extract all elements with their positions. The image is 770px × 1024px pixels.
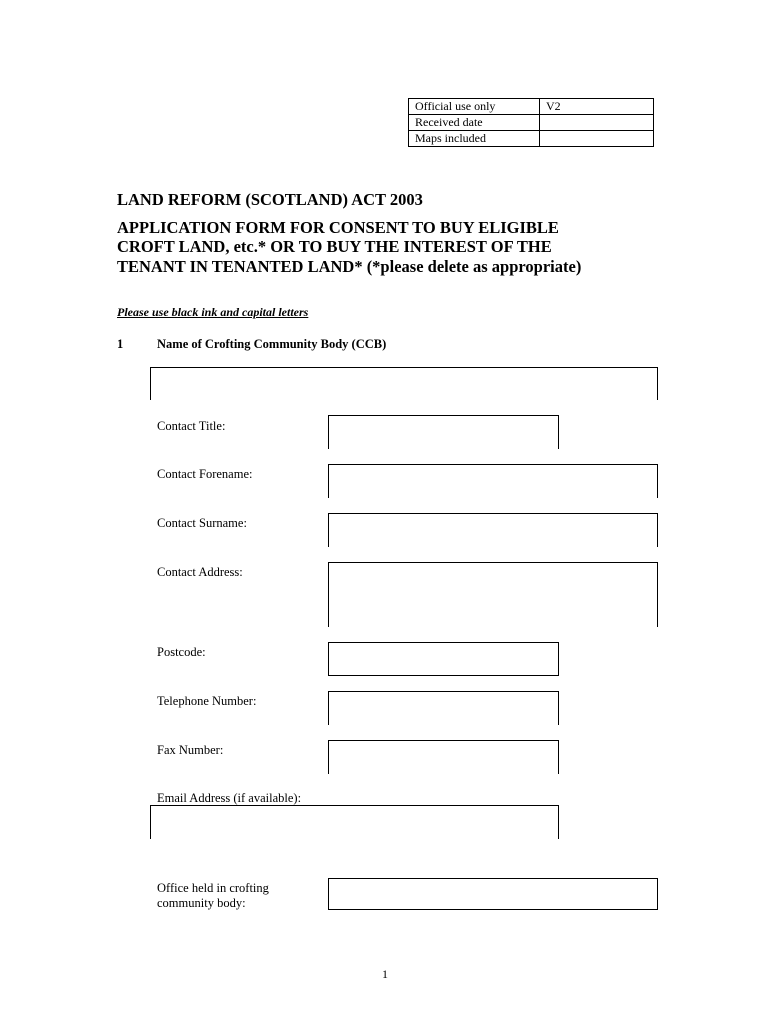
office-held-label-line-1: Office held in crofting	[157, 881, 269, 895]
received-date-label: Received date	[409, 115, 540, 131]
contact-forename-field[interactable]	[328, 464, 658, 498]
section-title: Name of Crofting Community Body (CCB)	[157, 337, 387, 351]
contact-forename-label: Contact Forename:	[157, 467, 253, 481]
official-use-label: Official use only	[409, 99, 540, 115]
office-held-label-line-2: community body:	[157, 896, 246, 910]
received-date-value[interactable]	[540, 115, 654, 131]
ccb-name-field[interactable]	[150, 367, 658, 400]
fax-field[interactable]	[328, 740, 559, 774]
telephone-field[interactable]	[328, 691, 559, 725]
maps-included-row	[409, 131, 654, 147]
postcode-field[interactable]	[328, 642, 559, 676]
contact-title-label: Contact Title:	[157, 419, 226, 433]
form-title-line-3: TENANT IN TENANTED LAND* (*please delete as appropriate)	[117, 257, 582, 276]
email-field[interactable]	[150, 805, 559, 839]
official-use-table	[408, 98, 654, 147]
instruction-text: Please use black ink and capital letters	[117, 305, 309, 319]
section-number: 1	[117, 337, 124, 351]
official-use-version: V2	[540, 99, 654, 115]
contact-surname-label: Contact Surname:	[157, 516, 247, 530]
fax-label: Fax Number:	[157, 743, 224, 757]
page-number: 1	[382, 967, 388, 981]
office-held-field[interactable]	[328, 878, 658, 910]
contact-surname-field[interactable]	[328, 513, 658, 547]
telephone-label: Telephone Number:	[157, 694, 257, 708]
official-use-row	[409, 99, 654, 115]
email-label: Email Address (if available):	[157, 791, 302, 805]
form-title-line-2: CROFT LAND, etc.* OR TO BUY THE INTEREST OF THE	[117, 237, 552, 256]
act-title: LAND REFORM (SCOTLAND) ACT 2003	[117, 190, 423, 209]
postcode-label: Postcode:	[157, 645, 206, 659]
contact-title-field[interactable]	[328, 415, 559, 449]
contact-address-field[interactable]	[328, 562, 658, 627]
maps-included-value[interactable]	[540, 131, 654, 147]
maps-included-label: Maps included	[409, 131, 540, 147]
received-date-row	[409, 115, 654, 131]
form-title-line-1: APPLICATION FORM FOR CONSENT TO BUY ELIGIBLE	[117, 218, 559, 237]
contact-address-label: Contact Address:	[157, 565, 243, 579]
